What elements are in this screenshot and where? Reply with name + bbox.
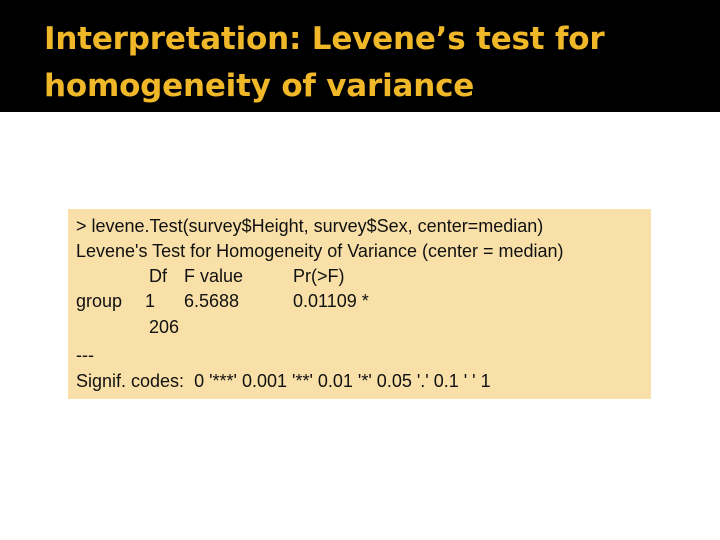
command-line: > levene.Test(survey$Height, survey$Sex, center=median)	[76, 216, 544, 236]
row-df: 1	[145, 291, 156, 311]
signif-codes: Signif. codes: 0 '***' 0.001 '**' 0.01 '*' 0.05 '.' 0.1 ' ' 1	[76, 371, 491, 391]
row-label: group	[76, 291, 123, 311]
test-heading: Levene's Test for Homogeneity of Variance (center = median)	[76, 241, 564, 261]
header-pr: Pr(>F)	[293, 266, 345, 286]
row-fvalue: 6.5688	[184, 291, 240, 311]
title-bar	[0, 0, 720, 112]
residual-df: 206	[149, 317, 180, 337]
header-fvalue: F value	[184, 266, 244, 286]
header-df: Df	[149, 266, 167, 286]
r-output-box	[68, 209, 651, 399]
slide-title-line-1: Interpretation: Levene’s test for	[44, 21, 605, 57]
separator: ---	[76, 345, 94, 365]
row-pr: 0.01109 *	[293, 291, 369, 311]
slide-title-line-2: homogeneity of variance	[44, 68, 475, 104]
